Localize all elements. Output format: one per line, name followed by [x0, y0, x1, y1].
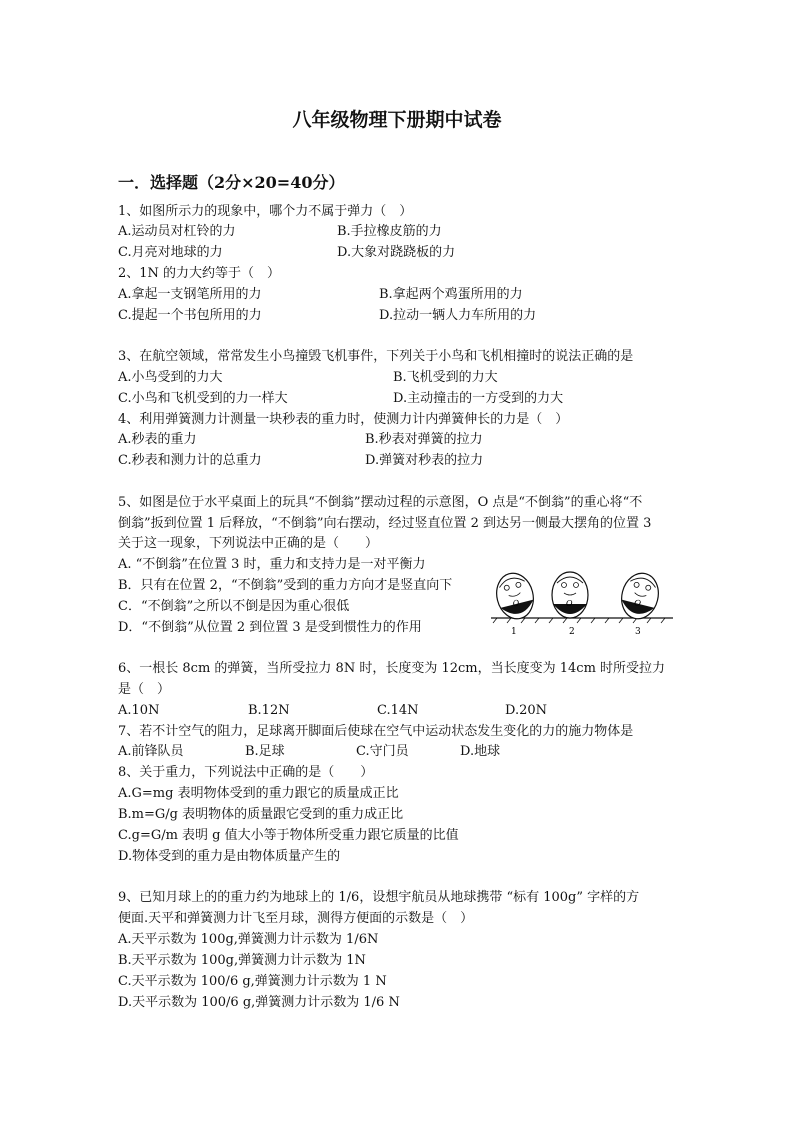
- q7-option-b: B.足球: [245, 744, 285, 759]
- q2-option-a: A.拿起一支钢笔所用的力: [118, 287, 262, 302]
- q6-option-d: D.20N: [505, 703, 548, 718]
- q8-option-a: A.G=mg 表明物体受到的重力跟它的质量成正比: [118, 786, 399, 801]
- q9-option-d: D.天平示数为 100/6 g,弹簧测力计示数为 1/6 N: [118, 995, 400, 1010]
- q9-option-b: B.天平示数为 100g,弹簧测力计示数为 1N: [118, 953, 366, 968]
- q8-option-b: B.m=G/g 表明物体的质量跟它受到的重力成正比: [118, 807, 404, 822]
- q7-option-d: D.地球: [460, 744, 501, 759]
- q2-option-c: C.提起一个书包所用的力: [118, 308, 262, 323]
- q5-option-c: C．“不倒翁”之所以不倒是因为重心很低: [118, 599, 350, 614]
- figure-label-1: 1: [511, 627, 517, 637]
- page-title: 八年级物理下册期中试卷: [292, 109, 502, 131]
- q5-option-a: A. “不倒翁”在位置 3 时，重力和支持力是一对平衡力: [118, 557, 426, 572]
- q3-option-a: A.小鸟受到的力大: [118, 370, 223, 385]
- q2-option-b: B.拿起两个鸡蛋所用的力: [379, 287, 523, 302]
- q8-stem: 8、关于重力，下列说法中正确的是（ ）: [118, 765, 374, 780]
- svg-text:O: O: [566, 599, 573, 608]
- q7-option-a: A.前锋队员: [118, 744, 184, 759]
- q4-option-a: A.秒表的重力: [118, 432, 197, 447]
- q9-stem-line1: 9、已知月球上的的重力约为地球上的 1/6，设想宇航员从地球携带 “标有 100g” 字样的方: [118, 890, 640, 905]
- svg-text:O: O: [511, 598, 521, 609]
- q3-option-c: C.小鸟和飞机受到的力一样大: [118, 391, 288, 406]
- tumbler-position-1: [492, 569, 538, 622]
- tumbler-position-3: [617, 569, 663, 622]
- q5-stem-line3: 关于这一现象，下列说法中正确的是（ ）: [118, 536, 379, 551]
- figure-label-3: 3: [635, 627, 641, 637]
- q7-option-c: C.守门员: [356, 744, 409, 759]
- q3-option-d: D.主动撞击的一方受到的力大: [393, 391, 564, 406]
- q9-stem-line2: 便面.天平和弹簧测力计飞至月球，测得方便面的示数是（ ）: [118, 911, 474, 926]
- q9-option-a: A.天平示数为 100g,弹簧测力计示数为 1/6N: [118, 932, 379, 947]
- q3-option-b: B.飞机受到的力大: [393, 370, 498, 385]
- q8-option-d: D.物体受到的重力是由物体质量产生的: [118, 849, 341, 864]
- q5-option-d: D．“不倒翁”从位置 2 到位置 3 是受到惯性力的作用: [118, 620, 422, 635]
- q4-stem: 4、利用弹簧测力计测量一块秒表的重力时，使测力计内弹簧伸长的力是（ ）: [118, 412, 569, 427]
- q1-stem: 1、如图所示力的现象中，哪个力不属于弹力（ ）: [118, 204, 413, 219]
- q1-option-b: B.手拉橡皮筋的力: [337, 224, 442, 239]
- q5-option-b: B．只有在位置 2，“不倒翁”受到的重力方向才是竖直向下: [118, 578, 453, 593]
- q6-stem-line2: 是（ ）: [118, 682, 171, 697]
- q1-option-c: C.月亮对地球的力: [118, 245, 223, 260]
- q6-stem-line1: 6、一根长 8cm 的弹簧，当所受拉力 8N 时，长度变为 12cm，当长度变为 14cm 时所受拉力: [118, 661, 666, 676]
- q7-stem: 7、若不计空气的阻力，足球离开脚面后使球在空气中运动状态发生变化的力的施力物体是: [118, 724, 634, 739]
- q4-option-b: B.秒表对弹簧的拉力: [365, 432, 483, 447]
- section-heading: 一．选择题（2分×20=40分）: [118, 173, 345, 192]
- q8-option-c: C.g=G/m 表明 g 值大小等于物体所受重力跟它质量的比值: [118, 828, 459, 843]
- q1-option-a: A.运动员对杠铃的力: [118, 224, 236, 239]
- q2-stem: 2、1N 的力大约等于（ ）: [118, 266, 281, 281]
- q6-option-a: A.10N: [118, 703, 160, 718]
- figure-label-2: 2: [569, 627, 575, 637]
- q3-stem: 3、在航空领域，常常发生小鸟撞毁飞机事件，下列关于小鸟和飞机相撞时的说法正确的是: [118, 349, 634, 364]
- tumbler-toy-figure: [487, 562, 677, 640]
- q9-option-c: C.天平示数为 100/6 g,弹簧测力计示数为 1 N: [118, 974, 387, 989]
- q5-stem-line1: 5、如图是位于水平桌面上的玩具“不倒翁”摆动过程的示意图，O 点是“不倒翁”的重心将“不: [118, 495, 643, 510]
- q4-option-d: D.弹簧对秒表的拉力: [365, 453, 484, 468]
- q2-option-d: D.拉动一辆人力车所用的力: [379, 308, 537, 323]
- q6-option-b: B.12N: [248, 703, 290, 718]
- q4-option-c: C.秒表和测力计的总重力: [118, 453, 262, 468]
- q6-option-c: C.14N: [377, 703, 419, 718]
- tumbler-position-2: [552, 572, 588, 618]
- q5-stem-line2: 倒翁”扳到位置 1 后释放，“不倒翁”向右摆动，经过竖直位置 2 到达另一侧最大摆角的位置 3: [118, 516, 652, 531]
- q1-option-d: D.大象对跷跷板的力: [337, 245, 456, 260]
- svg-text:O: O: [633, 597, 642, 609]
